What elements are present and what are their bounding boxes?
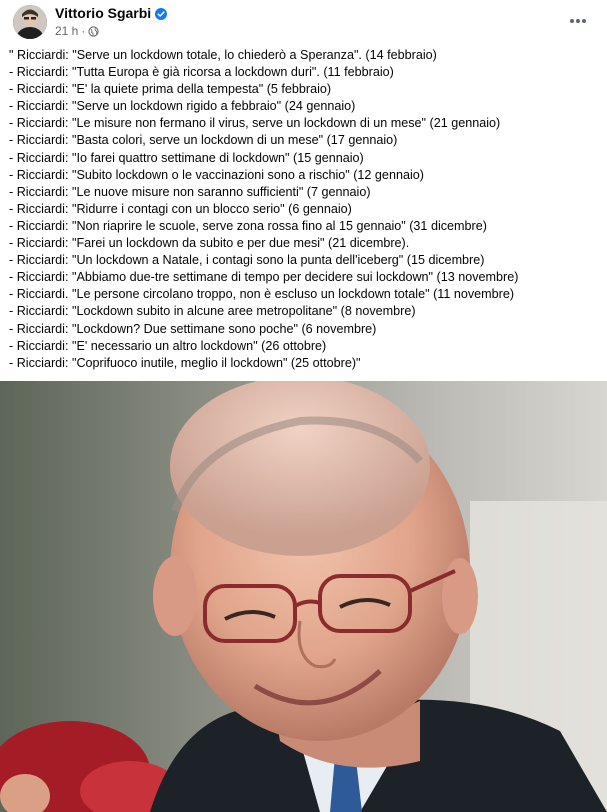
post-text-line: - Ricciardi. "Le persone circolano troppo, non è escluso un lockdown totale" (11 novembre) [9, 287, 515, 302]
post-text-line: - Ricciardi: "Lockdown? Due settimane sono poche" (6 novembre) [9, 321, 377, 336]
post-text-line: - Ricciardi: "Le misure non fermano il virus, serve un lockdown di un mese" (21 gennaio) [9, 116, 501, 131]
post-text-line: - Ricciardi: "Abbiamo due-tre settimane di tempo per decidere sui lockdown" (13 novembre) [9, 270, 519, 285]
post-text-line: " Ricciardi: "Serve un lockdown totale, lo chiederò a Speranza". (14 febbraio) [9, 48, 437, 62]
post-text-line: - Ricciardi: "Serve un lockdown rigido a febbraio" (24 gennaio) [9, 99, 356, 114]
post-text [9, 47, 599, 372]
more-options-icon[interactable] [567, 10, 589, 32]
post-text-line: - Ricciardi: "Non riaprire le scuole, serve zona rossa fino al 15 gennaio" (31 dicembre) [9, 218, 487, 233]
post-text-line: - Ricciardi: "Tutta Europa è già ricorsa a lockdown duri". (11 febbraio) [9, 65, 394, 80]
post-text-line: - Ricciardi: "Ridurre i contagi con un blocco serio" (6 gennaio) [9, 201, 352, 216]
author-name[interactable]: Vittorio Sgarbi [55, 5, 152, 21]
post-text-line: - Ricciardi: "Basta colori, serve un lockdown di un mese" (17 gennaio) [9, 133, 398, 148]
post-text-line: - Ricciardi: "E' la quiete prima della tempesta" (5 febbraio) [9, 82, 332, 97]
post-text-line: - Ricciardi: "E' necessario un altro lockdown" (26 ottobre) [9, 338, 327, 353]
post-text-line: - Ricciardi: "Coprifuoco inutile, meglio il lockdown" (25 ottobre)" [9, 355, 361, 370]
post-header [0, 0, 607, 44]
post-meta [55, 24, 99, 38]
meta-separator: · [81, 24, 86, 38]
post-timestamp[interactable]: 21 h [55, 24, 79, 38]
author-avatar[interactable] [13, 5, 47, 39]
post-text-line: - Ricciardi: "Le nuove misure non saranno sufficienti" (7 gennaio) [9, 184, 371, 199]
post-text-line: - Ricciardi: "Un lockdown a Natale, i contagi sono la punta dell'iceberg" (15 dicembre) [9, 253, 485, 268]
verified-badge-icon [155, 7, 167, 19]
post-text-line: - Ricciardi: "Farei un lockdown da subito e per due mesi" (21 dicembre). [9, 236, 410, 251]
post-text-line: - Ricciardi: "Subito lockdown o le vaccinazioni sono a rischio" (12 gennaio) [9, 167, 424, 182]
post-text-line: - Ricciardi: "Lockdown subito in alcune aree metropolitane" (8 novembre) [9, 304, 416, 319]
author-row [55, 5, 167, 21]
post-text-line: - Ricciardi: "Io farei quattro settimane di lockdown" (15 gennaio) [9, 150, 364, 165]
post-photo[interactable] [0, 381, 607, 812]
globe-icon [88, 26, 99, 37]
